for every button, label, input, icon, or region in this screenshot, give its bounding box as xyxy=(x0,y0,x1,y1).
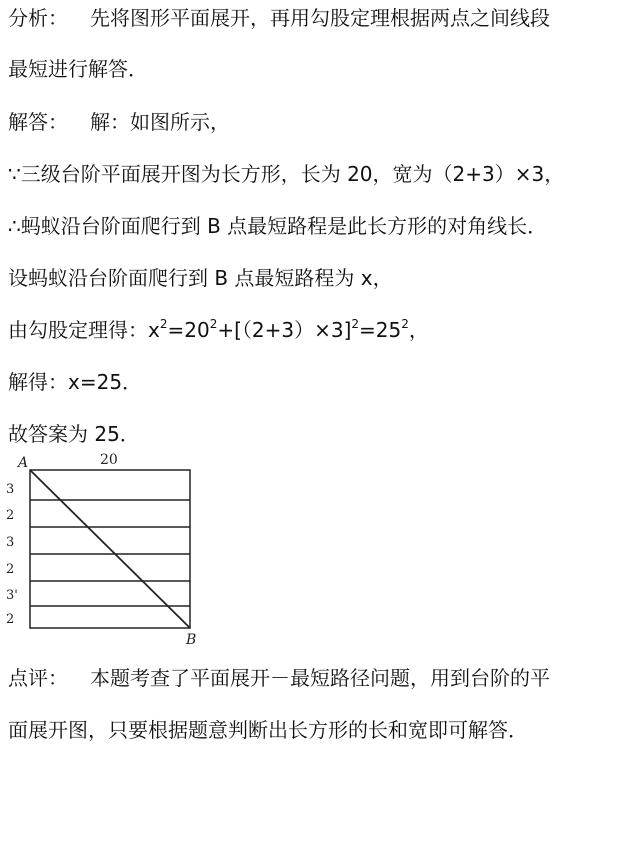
solution-line-6: 故答案为 25． xyxy=(8,422,140,446)
pythagorean-equation: 由勾股定理得：$x^2=20^2+[(2+3)\times 3]^2=25^2$， xyxy=(8,317,429,342)
diagonal-path xyxy=(30,470,190,628)
solution-line-5: 解得：x=25． xyxy=(8,370,143,394)
side-label: 2 xyxy=(6,562,15,577)
point-b-label: B xyxy=(186,632,197,648)
comment-line-1 xyxy=(8,664,550,692)
side-label: 3 xyxy=(6,535,15,550)
stairs-unfolded-diagram xyxy=(0,448,240,648)
solution-line-1: ∵三级台阶平面展开图为长方形，长为 20，宽为（2+3）×3， xyxy=(8,162,565,186)
comment-text-1: 本题考查了平面展开－最短路径问题，用到台阶的平 xyxy=(90,666,550,690)
analysis-line-1 xyxy=(8,4,550,32)
analysis-text-1: 先将图形平面展开，再用勾股定理根据两点之间线段 xyxy=(90,6,550,30)
analysis-label: 分析： xyxy=(8,6,68,30)
solution-header xyxy=(8,108,230,136)
solution-line-2: ∴蚂蚁沿台阶面爬行到 B 点最短路程是此长方形的对角线长． xyxy=(8,214,548,238)
solution-intro: 解：如图所示， xyxy=(90,110,230,134)
side-label: 2 xyxy=(6,612,15,627)
solution-label: 解答： xyxy=(8,110,68,134)
point-a-label: A xyxy=(18,455,29,471)
solution-line-3: 设蚂蚁沿台阶面爬行到 B 点最短路程为 x， xyxy=(8,266,393,290)
length-label: 20 xyxy=(100,452,118,468)
comment-text-2: 面展开图，只要根据题意判断出长方形的长和宽即可解答． xyxy=(8,718,528,742)
comment-label: 点评： xyxy=(8,666,68,690)
side-label: 3 xyxy=(6,482,15,497)
side-label: 3' xyxy=(6,588,18,603)
analysis-text-2: 最短进行解答． xyxy=(8,57,148,81)
side-label: 2 xyxy=(6,508,15,523)
